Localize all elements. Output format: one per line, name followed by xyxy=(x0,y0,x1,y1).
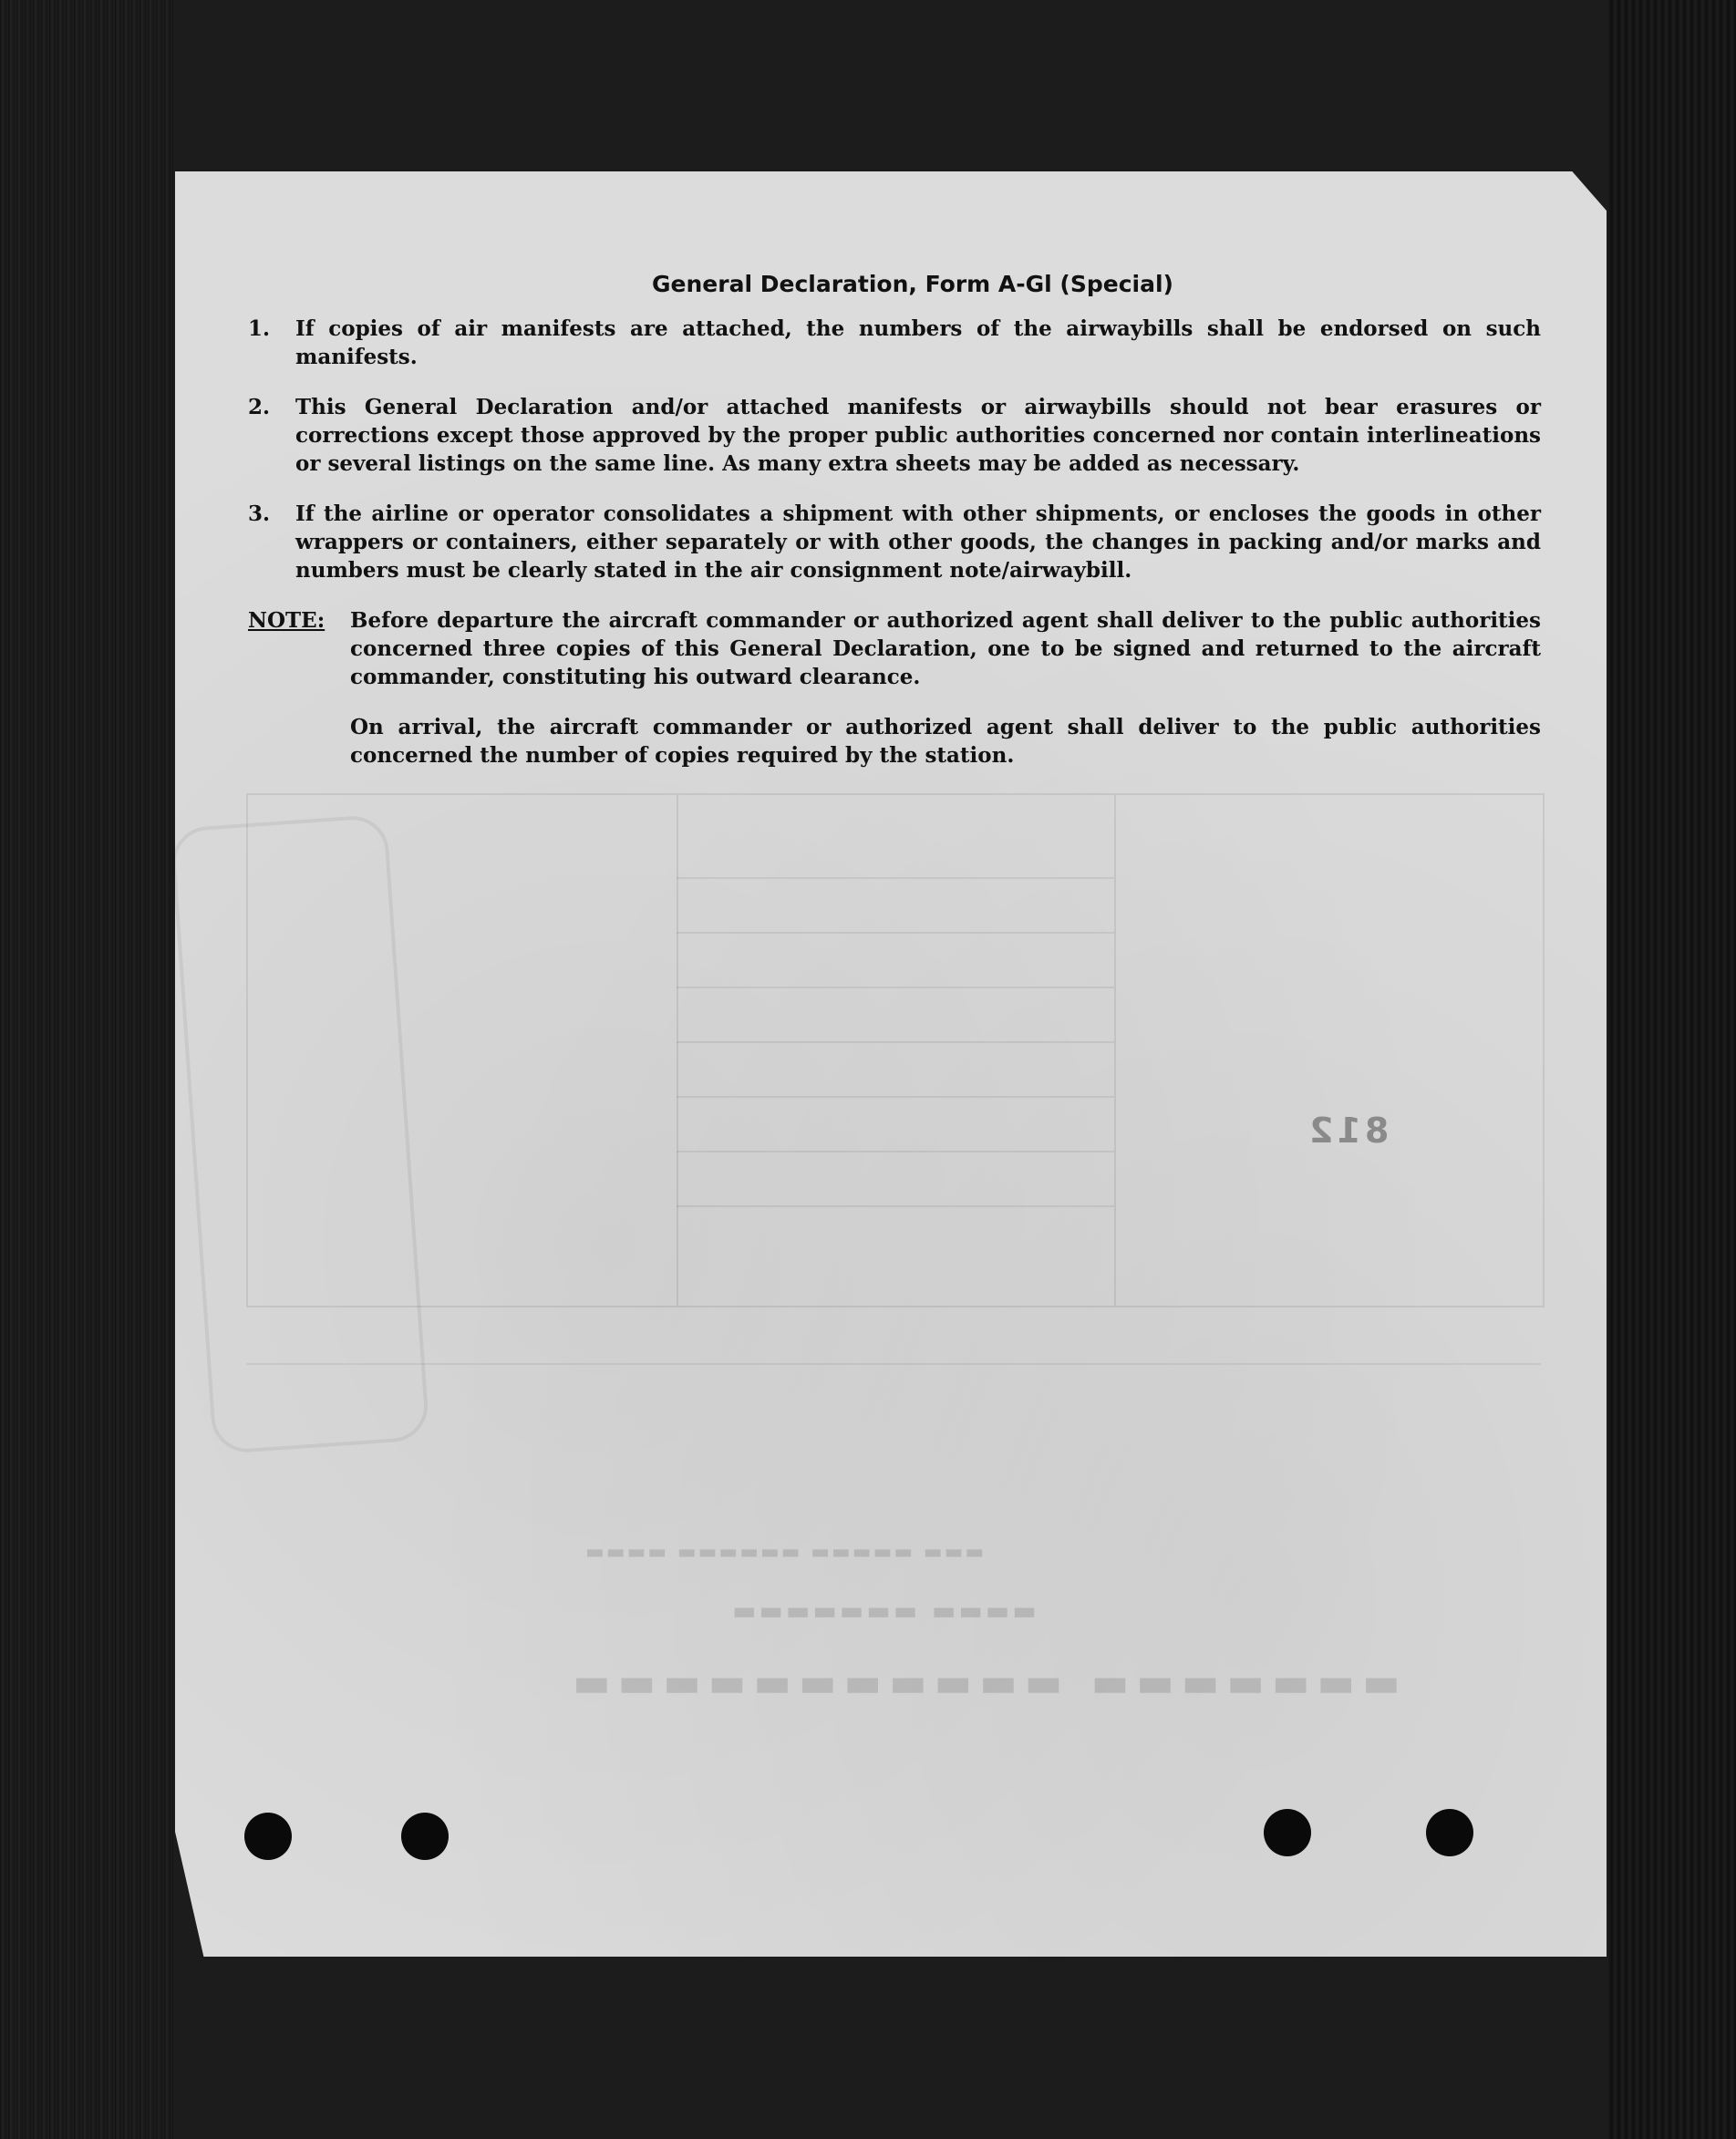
bleed-through-row-line xyxy=(677,1151,1114,1152)
note-block xyxy=(248,606,1541,691)
bleed-through-row-line xyxy=(677,987,1114,988)
bleed-through-form-grid xyxy=(246,793,1545,1307)
bleed-through-stamp xyxy=(170,814,429,1455)
instruction-number: 3. xyxy=(248,501,271,526)
bleed-through-row-line xyxy=(677,1041,1114,1043)
document-body xyxy=(248,270,1541,770)
bleed-through-page-number: 812 xyxy=(1306,1111,1390,1151)
instruction-text: If copies of air manifests are attached, the numbers of the airwaybills shall be endorsed on such manifests. xyxy=(295,316,1541,369)
instruction-text: If the airline or operator consolidates a shipment with other shipments, or encloses the goods in other wrappers or containers, either separately or with other goods, the changes in packing and/or marks and numbers must be clearly stated in the air consignment note/airwaybill. xyxy=(295,501,1541,583)
bleed-through-row-line xyxy=(677,1096,1114,1098)
bleed-through-row-line xyxy=(677,932,1114,934)
instruction-number: 1. xyxy=(248,316,271,341)
note-followup-text: On arrival, the aircraft commander or authorized agent shall deliver to the public authorities concerned the number of copies required by the station. xyxy=(350,715,1541,768)
scan-film-edge-right xyxy=(1608,0,1736,2139)
bleed-through-text: ▬▬▬▬ ▬▬▬▬▬▬▬ xyxy=(729,1596,1037,1626)
instruction-item xyxy=(248,315,1541,371)
instruction-item xyxy=(248,500,1541,584)
bleed-through-column-line xyxy=(677,795,678,1306)
bleed-through-heading: ▬▬▬▬▬▬▬ ▬▬▬▬▬▬▬▬▬▬▬ xyxy=(565,1659,1400,1706)
instruction-number: 2. xyxy=(248,395,271,419)
note-text: Before departure the aircraft commander or authorized agent shall deliver to the public authorities concerned three copies of this General Declaration, one to be signed and returned to the aircraft commander, constituting his outward clearance. xyxy=(350,608,1541,689)
punch-hole xyxy=(1426,1809,1473,1856)
bleed-through-column-line xyxy=(1114,795,1116,1306)
bleed-through-row-line xyxy=(677,1205,1114,1207)
bleed-through-row-line xyxy=(677,877,1114,879)
punch-hole xyxy=(1264,1809,1311,1856)
note-label: NOTE: xyxy=(248,608,326,633)
bleed-through-text: ▬▬▬ ▬▬▬▬▬ ▬▬▬▬▬▬ ▬▬▬▬ xyxy=(584,1541,985,1564)
punch-hole xyxy=(244,1813,292,1860)
punch-hole xyxy=(401,1813,449,1860)
document-title: General Declaration, Form A-Gl (Special) xyxy=(652,271,1173,297)
instruction-item xyxy=(248,393,1541,478)
scan-film-edge-left xyxy=(0,0,173,2139)
bleed-through-divider xyxy=(246,1363,1541,1365)
instruction-text: This General Declaration and/or attached manifests or airwaybills should not bear erasures or corrections except those approved by the proper public authorities concerned nor contain interlineations or several listings on the same line. As many extra sheets may be added as necessary. xyxy=(295,395,1541,476)
